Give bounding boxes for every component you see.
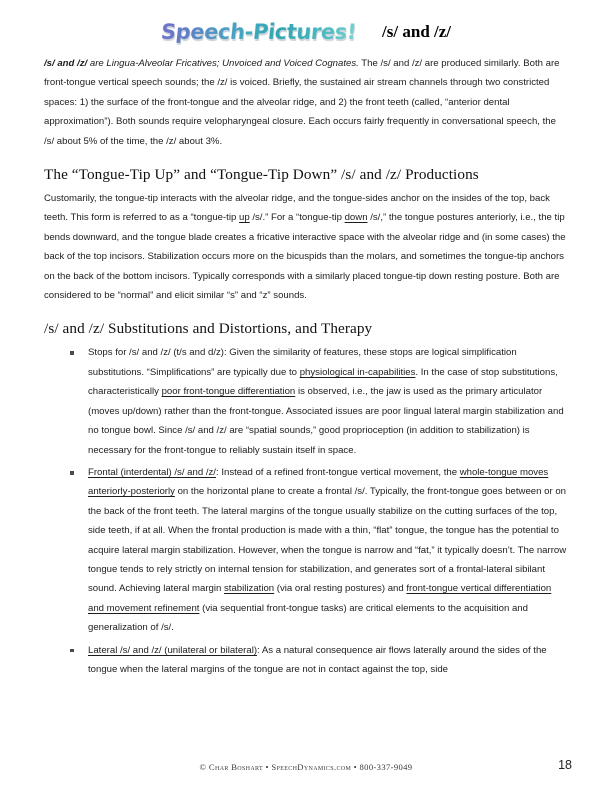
b1-seg2: . In the case of stop substitutions, characteristically xyxy=(88,366,558,398)
section-heading-tongue-tip: The “Tongue-Tip Up” and “Tongue-Tip Down” /s/ and /z/ Productions xyxy=(44,166,479,184)
b2-seg2: on the horizontal plane to create a frontal /s/. Typically, the front-tongue goes between or on the back of the front teeth. The lateral margins of the tongue usually stabilize on the cutting surfaces of the top, side teeth, if at all. When the frontal production is made with a thin, “flat” tongue, the tongue has the potential to acquire lateral margin stabilization. However, when the tongue is narrow and “fat,” it typically doesn’t. The narrow tongue tends to rely strictly on internal tension for stabilization, and generates sort of a frontal-lateral sibilant sound. Achieving lateral margin xyxy=(88,486,567,595)
b2-u2: whole-tongue moves anteriorly-posteriorly xyxy=(88,466,549,498)
b1-seg3: is observed, i.e., the jaw is used as the primary articulator (moves up/down) rather than the front-tongue. Associated issues are poor lingual lateral margin stabilization and no tongue bowl. Since /s/ and /z/ are “spatial sounds,” good proprioception (in addition to stabilization) is necessary for the front-tongue to reliably sustain itself in space. xyxy=(88,386,564,456)
list-item xyxy=(44,463,568,638)
b2-u4: front-tongue vertical differentiation and movement refinement xyxy=(88,583,552,614)
square-bullet-icon xyxy=(70,351,74,355)
intro-lead-italic: are Lingua-Alveolar Fricatives; Unvoiced and Voiced Cognates. xyxy=(87,58,359,69)
s1-underline-up: up xyxy=(239,212,250,224)
b1-u2: poor front-tongue differentiation xyxy=(161,386,296,398)
page-header xyxy=(0,14,612,50)
page-footer xyxy=(0,758,612,782)
s1-part3: /s/,” the tongue postures anteriorly, i.e., the tip bends downward, and the tongue blade creates a fricative interactive space with the alveolar ridge and (in some cases) the back of the top incisors. Stabilization occurs more on the bicuspids than the molars, and sometimes the tongue-tip anchors on the back of the bottom incisors. Typically corresponds with a similarly placed tongue-tip down resting posture. Both are considered to be “normal” and elicit similar “s” and “z” sounds. xyxy=(44,212,566,302)
document-body xyxy=(44,54,568,682)
square-bullet-icon xyxy=(70,471,74,475)
b2-seg4: (via sequential front-tongue tasks) are critical elements to the acquisition and generalization of /s/. xyxy=(88,602,528,634)
b3-u1: Lateral /s/ and /z/ (unilateral or bilateral) xyxy=(88,644,258,656)
b1-u1: physiological in-capabilities xyxy=(299,366,416,378)
page-title: /s/ and /z/ xyxy=(382,22,452,41)
b2-u3: stabilization xyxy=(224,583,275,595)
intro-rest: The /s/ and /z/ are produced similarly. Both are front-tongue vertical speech sounds; the /z/ is voiced. Briefly, the sustained air stream channels through two constricted spaces: 1) the surface of the front-tongue and the alveolar ridge, and 2) the front teeth (called, “anterior dental approximation”). Both sounds require velopharyngeal closure. Each occurs fairly frequently in conversational speech, the /s/ about 5% of the time, the /z/ about 3%. xyxy=(44,58,560,147)
s1-underline-down: down xyxy=(344,212,368,224)
intro-paragraph xyxy=(44,54,568,151)
b3-seg1: : As a natural consequence air flows laterally around the sides of the tongue when the lateral margins of the tongue are not in contact against the top, side xyxy=(88,644,547,675)
square-bullet-icon xyxy=(70,649,74,653)
footer-credit-line: © Char Boshart • SpeechDynamics.com • 800-337-9049 xyxy=(199,762,413,772)
b2-seg3: (via oral resting postures) and xyxy=(274,583,407,595)
section-heading-substitutions: /s/ and /z/ Substitutions and Distortions, and Therapy xyxy=(44,320,373,338)
b2-u1: Frontal (interdental) /s/ and /z/ xyxy=(88,466,216,478)
list-item xyxy=(44,641,568,680)
substitutions-bullet-list xyxy=(44,343,568,679)
page-number: 18 xyxy=(558,758,572,772)
speech-pictures-logo: Speech-Pictures! xyxy=(159,19,358,44)
s1-part1: Customarily, the tongue-tip interacts with the alveolar ridge, and the tongue-sides anchor on the insides of the top, back teeth. This form is referred to as a “tongue-tip xyxy=(44,193,550,224)
list-item xyxy=(44,343,568,459)
section-one-paragraph xyxy=(44,189,568,305)
intro-lead-bold: /s/ and /z/ xyxy=(44,58,88,69)
s1-part2: /s/.” For a “tongue-tip xyxy=(249,212,345,224)
b2-seg1: : Instead of a refined front-tongue vertical movement, the xyxy=(215,466,460,478)
b1-seg1: Stops for /s/ and /z/ (t/s and d/z): Given the similarity of features, these stops are logical simplification substitutions. “Simplifications” are typically due to xyxy=(88,347,517,378)
